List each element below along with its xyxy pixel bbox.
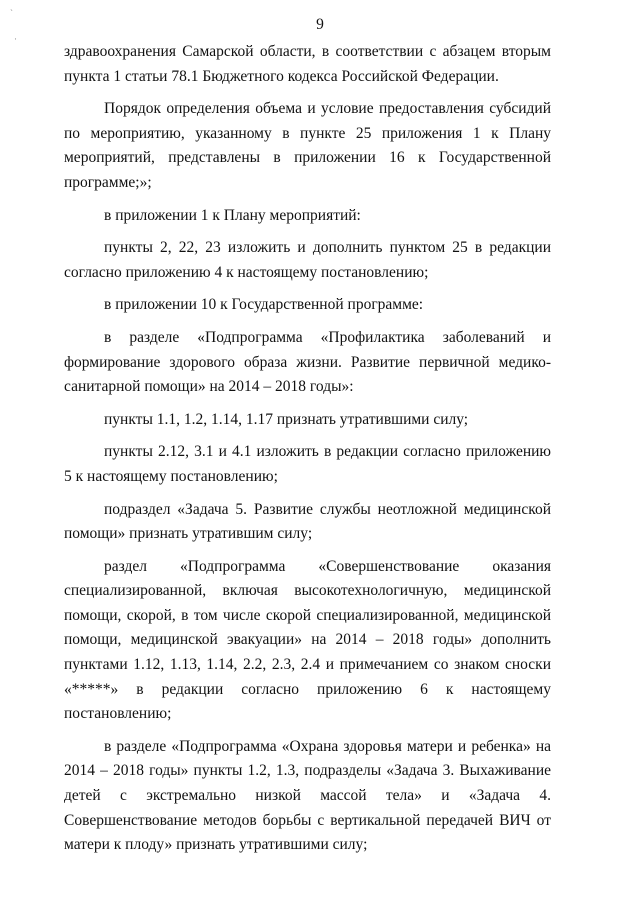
paragraph: пункты 1.1, 1.2, 1.14, 1.17 признать утратившими силу; xyxy=(104,410,469,428)
paragraph: подраздел «Задача 5. Развитие службы неотложной медицинской помощи» признать утратившим силу; xyxy=(64,500,551,543)
paragraph: пункты 2.12, 3.1 и 4.1 изложить в редакции согласно приложению 5 к настоящему постановлению; xyxy=(64,443,551,485)
scan-mark: · xyxy=(14,34,17,44)
page-number: 9 xyxy=(316,16,324,33)
paragraph: пункты 2, 22, 23 изложить и дополнить пунктом 25 в редакции согласно приложению 4 к настоящему постановлению; xyxy=(64,239,551,281)
document-body xyxy=(64,40,551,866)
paragraph: Порядок определения объема и условие предоставления субсидий по мероприятию, указанному в пункте 25 приложения 1 к Плану мероприятий, представлены в приложении 16 к Государственной программе;»; xyxy=(64,100,551,191)
paragraph: в приложении 1 к Плану мероприятий: xyxy=(104,206,361,224)
paragraph: в приложении 10 к Государственной программе: xyxy=(104,296,424,314)
paragraph: здравоохранения Самарской области, в соответствии с абзацем вторым пункта 1 статьи 78.1 Бюджетного кодекса Российской Федерации. xyxy=(64,43,551,85)
paragraph: в разделе «Подпрограмма «Охрана здоровья матери и ребенка» на 2014 – 2018 годы» пункты 1.2, 1.3, подразделы «Задача 3. Выхаживание детей с экстремально низкой массой тела» и «Задача 4. Совершенствование методов борьбы с вертикальной передачей ВИЧ от матери к плоду» признать утратившими силу; xyxy=(64,737,551,854)
paragraph: в разделе «Подпрограмма «Профилактика заболеваний и формирование здорового образа жизни. Развитие первичной медико-санитарной помощи» на 2014 – 2018 годы»: xyxy=(64,328,551,396)
paragraph: раздел «Подпрограмма «Совершенствование оказания специализированной, включая высокотехнологичную, медицинской помощи, скорой, в том числе скорой специализированной, медицинской помощи, медицинской эвакуации» на 2014 – 2018 годы» дополнить пунктами 1.12, 1.13, 1.14, 2.2, 2.3, 2.4 и примечанием со знаком сноски «*****» в редакции согласно приложению 6 к настоящему постановлению; xyxy=(64,557,551,723)
scan-mark: ˋ xyxy=(10,8,13,18)
